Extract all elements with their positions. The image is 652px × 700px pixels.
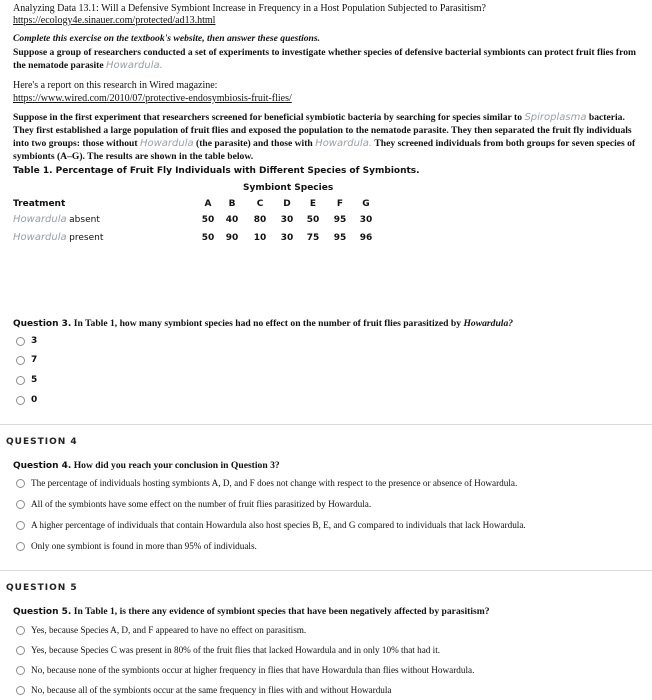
q4-option-4-radio[interactable] <box>16 542 25 551</box>
q4-number: Question 4. <box>13 461 72 471</box>
question-3-text <box>13 318 513 329</box>
intro-text-3b: bacteria. They first established a large population of fruit flies and exposed the population to the nematode parasite. They then separated the fruit fly individuals into two groups: those without <box>13 112 632 149</box>
q3-body: In Table 1, how many symbiont species had no effect on the number of fruit flies parasitized by <box>73 318 462 329</box>
row2-label-rest: present <box>69 233 104 243</box>
table-row <box>193 233 403 245</box>
col-a: A <box>204 199 212 209</box>
q4-option-3-radio[interactable] <box>16 521 25 530</box>
q5-body: In Table 1, is there any evidence of symbiont species that have been negatively affected by parasitism? <box>73 606 490 617</box>
q3-option-3-label[interactable]: 5 <box>31 375 38 385</box>
page-title: Analyzing Data 13.1: Will a Defensive Symbiont Increase in Frequency in a Host Population Subjected to Parasitism? <box>13 3 486 14</box>
q4-body: How did you reach your conclusion in Question 3? <box>73 460 280 471</box>
col-e: E <box>309 199 317 209</box>
cell: 95 <box>333 215 347 225</box>
q5-option-2-radio[interactable] <box>16 646 25 655</box>
cell: 30 <box>359 215 373 225</box>
q5-option-1-label[interactable]: Yes, because Species A, D, and F appeared to have no effect on parasitism. <box>31 625 307 635</box>
table-row-label <box>13 214 100 225</box>
parasite-name: Howardula. <box>106 60 163 71</box>
wired-link[interactable]: https://www.wired.com/2010/07/protective-endosymbiosis-fruit-flies/ <box>13 93 292 104</box>
howardula-name-2: Howardula. <box>315 138 372 149</box>
col-g: G <box>362 199 370 209</box>
q3-option-3-radio[interactable] <box>16 376 25 385</box>
q3-option-2-label[interactable]: 7 <box>31 355 38 365</box>
q3-option-1-label[interactable]: 3 <box>31 336 38 346</box>
col-c: C <box>256 199 264 209</box>
q3-italic: Howardula? <box>463 318 514 329</box>
q4-option-2-label[interactable]: All of the symbionts have some effect on the number of fruit flies parasitized by Howardula. <box>31 499 372 509</box>
q5-option-2-label[interactable]: Yes, because Species C was present in 80% of the fruit flies that lacked Howardula and in only 10% that had it. <box>31 645 441 655</box>
cell: 90 <box>225 233 239 243</box>
question-4-text <box>13 460 280 471</box>
intro-text-3a: Suppose in the first experiment that researchers screened for beneficial symbiotic bacteria by searching for species similar to <box>13 112 523 123</box>
q4-option-3-label[interactable]: A higher percentage of individuals that contain Howardula also host species B, E, and G compared to individuals that lack Howardula. <box>31 520 526 530</box>
q5-option-1-radio[interactable] <box>16 626 25 635</box>
row2-label-italic: Howardula <box>13 232 67 243</box>
question-5-heading: QUESTION 5 <box>6 583 78 593</box>
row1-label-italic: Howardula <box>13 214 67 225</box>
cell: 75 <box>306 233 320 243</box>
q4-option-4-label[interactable]: Only one symbiont is found in more than 95% of individuals. <box>31 541 257 551</box>
question-5-text <box>13 606 490 617</box>
question-4-heading: QUESTION 4 <box>6 437 78 447</box>
q5-number: Question 5. <box>13 607 72 617</box>
table-group-header: Symbiont Species <box>243 183 334 193</box>
intro-text-3c: (the parasite) and those with <box>196 138 313 149</box>
table-treatment-header: Treatment <box>13 199 66 209</box>
table-caption: Table 1. Percentage of Fruit Fly Individuals with Different Species of Symbionts. <box>13 166 420 176</box>
cell: 50 <box>306 215 320 225</box>
q3-option-4-label[interactable]: 0 <box>31 395 38 405</box>
q5-option-3-radio[interactable] <box>16 666 25 675</box>
intro-paragraph-3 <box>13 111 643 163</box>
q3-option-4-radio[interactable] <box>16 396 25 405</box>
ad13-link[interactable]: https://ecology4e.sinauer.com/protected/ad13.html <box>13 15 216 26</box>
col-f: F <box>336 199 344 209</box>
intro-paragraph-2: Here's a report on this research in Wired magazine: <box>13 80 218 91</box>
cell: 80 <box>253 215 267 225</box>
q5-option-4-radio[interactable] <box>16 686 25 695</box>
intro-text-1: Suppose a group of researchers conducted a set of experiments to investigate whether species of defensive bacterial symbionts can protect fruit flies from the nematode parasite <box>13 47 636 71</box>
section-divider <box>0 424 652 425</box>
q3-number: Question 3. <box>13 319 72 329</box>
table-row <box>193 215 403 227</box>
q5-option-3-label[interactable]: No, because none of the symbionts occur at higher frequency in flies that have Howardula than flies without Howardula. <box>31 665 475 675</box>
row1-label-rest: absent <box>69 215 100 225</box>
table-column-headers <box>193 199 403 211</box>
cell: 96 <box>359 233 373 243</box>
cell: 95 <box>333 233 347 243</box>
cell: 10 <box>253 233 267 243</box>
cell: 30 <box>280 215 294 225</box>
howardula-name-1: Howardula <box>139 138 194 149</box>
cell: 50 <box>201 233 215 243</box>
q3-option-2-radio[interactable] <box>16 356 25 365</box>
spiroplasma-name: Spiroplasma <box>524 112 587 123</box>
q3-option-1-radio[interactable] <box>16 337 25 346</box>
intro-paragraph-1 <box>13 46 643 72</box>
section-divider <box>0 570 652 571</box>
intro-text-3d: They screened individuals from both groups for seven species of symbionts (A–G). The results are shown in the table below. <box>13 138 636 162</box>
col-b: B <box>228 199 236 209</box>
col-d: D <box>283 199 291 209</box>
cell: 50 <box>201 215 215 225</box>
instruction-text: Complete this exercise on the textbook's website, then answer these questions. <box>13 33 321 44</box>
table-row-label <box>13 232 103 243</box>
q5-option-4-label[interactable]: No, because all of the symbionts occur at the same frequency in flies with and without Howardula <box>31 685 392 695</box>
q4-option-2-radio[interactable] <box>16 500 25 509</box>
cell: 30 <box>280 233 294 243</box>
cell: 40 <box>225 215 239 225</box>
q4-option-1-label[interactable]: The percentage of individuals hosting symbionts A, D, and F does not change with respect to the presence or absence of Howardula. <box>31 478 518 488</box>
q4-option-1-radio[interactable] <box>16 479 25 488</box>
